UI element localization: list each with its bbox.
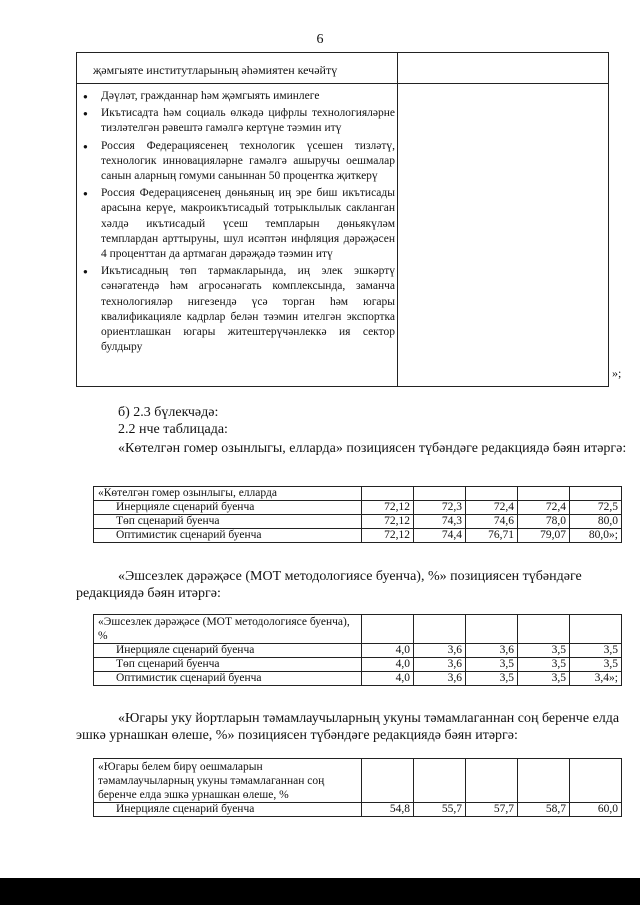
bullet-icon: ● — [83, 92, 88, 101]
column-divider — [397, 53, 398, 386]
table-title-cell: «Югары белем бирү оешмаларын тәмамлаучыларның укуны тәмамлаганнан соң беренче елда эшкә урнашкан өлеше, % — [94, 759, 362, 803]
bullet-icon: ● — [83, 141, 88, 151]
table-row: Инерцияле сценарий буенча 72,12 72,3 72,4 72,4 72,5 — [94, 501, 622, 515]
bullet-icon: ● — [83, 109, 88, 119]
instruction-1: «Көтелгән гомер озынлыгы, елларда» позициясен түбәндәге редакциядә бәян итәргә: — [118, 441, 627, 456]
table-row: Инерцияле сценарий буенча 4,0 3,6 3,6 3,5 3,5 — [94, 644, 622, 658]
table-title-cell: «Көтелгән гомер озынлыгы, елларда — [94, 487, 362, 501]
bullet-list — [83, 89, 395, 357]
instruction-3: «Югары уку йортларын тәмамлаучыларның укуны тәмамлаганнан соң беренче елда эшкә урнашкан өлеше, %» позициясен түбәндәге редакциядә бәян итәргә: — [76, 711, 620, 743]
table-row: Инерцияле сценарий буенча 54,8 55,7 57,7 58,7 60,0 — [94, 803, 622, 817]
table-row: Оптимистик сценарий буенча 72,12 74,4 76,71 79,07 80,0»; — [94, 529, 622, 543]
table-row: Төп сценарий буенча 72,12 74,3 74,6 78,0 80,0 — [94, 515, 622, 529]
instruction-2: «Эшсезлек дәрәҗәсе (МОТ методологиясе буенча), %» позициясен түбәндәге редакциядә бәян итәргә: — [76, 569, 582, 601]
list-item: ● Дәүләт, гражданнар һәм җәмгыять иминлеге — [83, 89, 395, 104]
page-number: 6 — [316, 32, 324, 47]
table-row — [94, 759, 622, 803]
row-divider — [77, 83, 608, 84]
table-22-intro: 2.2 нче таблицада: — [118, 422, 228, 437]
table-row — [94, 487, 622, 501]
list-item: ● Икътисадта һәм социаль өлкәдә цифрлы технологияләрне тизләтелгән рәвештә гамәлгә кертүне тәэмин итү — [83, 106, 395, 136]
top-table — [76, 52, 609, 387]
table-row: Төп сценарий буенча 4,0 3,6 3,5 3,5 3,5 — [94, 658, 622, 672]
bullet-icon: ● — [83, 189, 88, 199]
life-expectancy-table — [93, 486, 622, 543]
bullet-icon: ● — [83, 267, 88, 277]
graduate-employment-table — [93, 758, 622, 817]
top-table-header-row: җәмгыяте институтларының әһәмиятен кечәйтү — [93, 63, 338, 77]
table-title-cell: «Эшсезлек дәрәҗәсе (МОТ методологиясе буенча), % — [94, 615, 362, 644]
closing-quote-mark: »; — [612, 366, 622, 380]
list-item: ● Россия Федерациясенең технологик үсешен тизләтү, технологик инновацияләрне гамәлгә ашыручы оешмалар санын аларның гомуми саныннан 50 процентка җиткерү — [83, 139, 395, 185]
section-b-heading: б) 2.3 бүлекчәдә: — [118, 405, 219, 420]
unemployment-table — [93, 614, 622, 686]
scan-bottom-edge — [0, 878, 640, 905]
list-item: ● Россия Федерациясенең дөньяның иң эре биш икътисады арасына керүе, макроикътисадый тотрыклылык сакланган хәлдә икътисадый үсеш темпларын дөньякүләм темплардан арттыруны, шул исәптән инфляция дәрәҗәсен 4 проценттан да артмаган дәрәҗәдә тәэмин итү — [83, 186, 395, 262]
list-item: ● Икътисадның төп тармакларында, иң элек эшкәртү сәнәгатендә һәм агросәнәгать комплексында, заманча технологияләр нигезендә үсә торган һәм югары квалификацияле кадрлар белән тәэмин ителгән экспортка ориентлашкан югары житештерүчәнлеккә ия сектор булдыру — [83, 264, 395, 355]
table-row: Оптимистик сценарий буенча 4,0 3,6 3,5 3,5 3,4»; — [94, 672, 622, 686]
table-row — [94, 615, 622, 644]
